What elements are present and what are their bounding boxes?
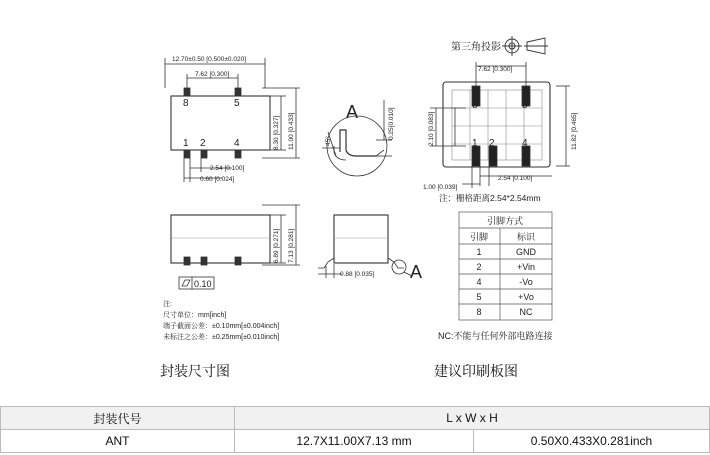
pcb-dim-pin-span: 7.62 [0.300] bbox=[478, 66, 513, 73]
caption-package-dimensions: 封装尺寸图 bbox=[160, 364, 230, 380]
dim-lead-thickness: 0.25[0.010] bbox=[388, 107, 395, 140]
pcb-pin-label: 1 bbox=[472, 138, 478, 149]
pcb-dim-total-height: 11.82 [0.465] bbox=[571, 112, 578, 150]
pcb-dim-pad-height: 2.10 [0.083] bbox=[428, 111, 435, 146]
pin-function: NC bbox=[519, 307, 533, 317]
side-view bbox=[171, 205, 300, 289]
spec-row bbox=[1, 430, 710, 453]
spec-package-code: ANT bbox=[1, 430, 235, 453]
pin-table bbox=[459, 212, 552, 320]
pcb-pin-label: 2 bbox=[489, 138, 495, 149]
top-pin-label: 4 bbox=[234, 138, 240, 149]
spec-dimensions-inch: 0.50X0.433X0.281inch bbox=[474, 430, 710, 453]
grid-note: 注：栅格距离2.54*2.54mm bbox=[439, 193, 541, 203]
caption-pcb-layout: 建议印刷板图 bbox=[434, 364, 518, 380]
pin-function: +Vin bbox=[516, 262, 536, 272]
pin-function: GND bbox=[516, 247, 536, 257]
third-angle-projection-icon bbox=[502, 36, 548, 56]
pin-function: -Vo bbox=[519, 277, 533, 287]
notes-title: 注: bbox=[163, 301, 172, 308]
pin-table-header: 标识 bbox=[516, 232, 536, 242]
spec-header-row bbox=[1, 407, 710, 430]
dim-lead-width: 0.60 [0.024] bbox=[200, 176, 235, 183]
top-pin-label: 1 bbox=[183, 138, 189, 149]
dim-total-height: 7.13 [0.281] bbox=[288, 228, 295, 263]
note-line: 尺寸单位：mm[inch] bbox=[163, 312, 227, 319]
pin-function: +Vo bbox=[518, 292, 534, 302]
dim-body-height: 8.30 [0.327] bbox=[273, 115, 280, 150]
nc-note: NC:不能与任何外部电路连接 bbox=[438, 331, 553, 341]
pcb-pin-label: 4 bbox=[522, 138, 528, 149]
dim-overall-width: 12.70±0.50 [0.500±0.020] bbox=[172, 56, 247, 63]
pcb-dim-pitch: 2.54 [0.100] bbox=[498, 175, 533, 182]
pin-number: 2 bbox=[476, 262, 482, 272]
note-line: 未标注之公差：±0.25mm[±0.010inch] bbox=[163, 334, 280, 341]
pin-number: 4 bbox=[476, 277, 482, 287]
dim-body-depth: 6.89 [0.271] bbox=[273, 228, 280, 263]
dim-overall-height: 11.00 [0.433] bbox=[288, 112, 295, 150]
pcb-pin-label: 5 bbox=[522, 100, 528, 111]
coplanarity-value: 0.10 bbox=[194, 279, 212, 289]
top-pin-label: 2 bbox=[200, 138, 206, 149]
pcb-dim-pad-width: 1.00 [0.039] bbox=[423, 184, 458, 191]
pin-number: 8 bbox=[476, 307, 482, 317]
dim-angle: 45° bbox=[325, 136, 332, 146]
dim-pitch: 2.54 [0.100] bbox=[210, 165, 245, 172]
detail-label-a: A bbox=[346, 102, 359, 122]
pin-number: 5 bbox=[476, 292, 482, 302]
end-view bbox=[318, 215, 412, 278]
top-pin-label: 8 bbox=[183, 98, 189, 109]
pin-number: 1 bbox=[476, 247, 482, 257]
detail-ref-a: A bbox=[410, 262, 423, 282]
projection-label: 第三角投影 bbox=[451, 42, 501, 53]
dim-lead-length: 0.88 [0.035] bbox=[340, 271, 375, 278]
top-pin-label: 5 bbox=[234, 98, 240, 109]
pin-table-title: 引脚方式 bbox=[486, 216, 524, 226]
pin-table-header: 引脚 bbox=[469, 232, 489, 242]
spec-header-code: 封装代号 bbox=[1, 407, 235, 430]
spec-dimensions-mm: 12.7X11.00X7.13 mm bbox=[235, 430, 474, 453]
pcb-pin-label: 8 bbox=[472, 100, 478, 111]
note-line: 端子截面公差：±0.10mm[±0.004inch] bbox=[163, 323, 280, 330]
pcb-layout bbox=[430, 62, 570, 188]
dim-pin-span: 7.62 [0.300] bbox=[195, 71, 230, 78]
spec-header-dimensions: L x W x H bbox=[235, 407, 710, 430]
package-spec-table bbox=[0, 406, 710, 453]
